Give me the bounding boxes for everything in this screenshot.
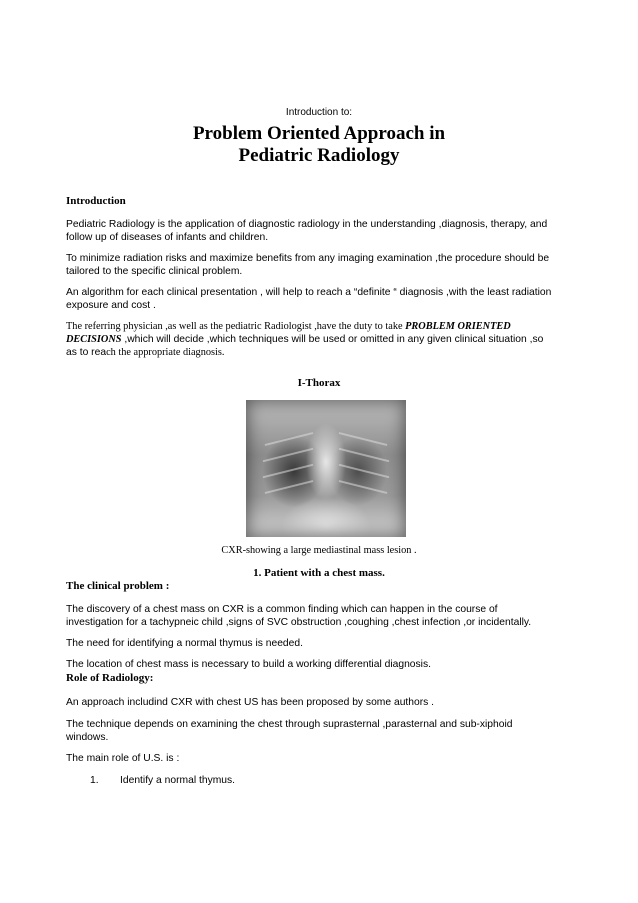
intro-paragraph-3: An algorithm for each clinical presentation , will help to reach a “definite “ diagnosis ,with the least radiation exposure and cost . — [66, 287, 552, 311]
intro-paragraph-4 — [66, 320, 556, 359]
problem-oriented-decisions-emphasis: PROBLEM ORIENTED DECISIONS — [66, 321, 511, 345]
introduction-heading: Introduction — [66, 195, 126, 207]
title-line-1: Problem Oriented Approach in — [192, 123, 446, 144]
intro-paragraph-1: Pediatric Radiology is the application of diagnostic radiology in the understanding ,diagnosis, therapy, and follow up of diseases of infants and children. — [66, 219, 548, 243]
intro-paragraph-2: To minimize radiation risks and maximize benefits from any imaging examination ,the procedure should be tailored to the specific clinical problem. — [66, 253, 550, 277]
role-paragraph-1: An approach includind CXR with chest US has been proposed by some authors . — [66, 697, 435, 708]
intro-p4-text-1: The referring physician ,as well as the pediatric Radiologist ,have the duty to take — [66, 321, 406, 332]
clinical-paragraph-2: The need for identifying a normal thymus is needed. — [66, 638, 303, 649]
page-title — [0, 123, 638, 167]
role-paragraph-3: The main role of U.S. is : — [66, 753, 180, 764]
clinical-problem-heading: The clinical problem : — [66, 580, 170, 592]
patient-chest-mass-subheading: 1. Patient with a chest mass. — [253, 567, 385, 579]
clinical-paragraph-3: The location of chest mass is necessary to build a working differential diagnosis. — [66, 659, 431, 670]
list-item-number: 1. — [90, 775, 99, 786]
list-item-text: Identify a normal thymus. — [120, 775, 236, 786]
chest-xray-image — [246, 400, 406, 537]
clinical-paragraph-1: The discovery of a chest mass on CXR is a common finding which can happen in the course of investigation for a tachypneic child ,signs of SVC obstruction ,coughing ,chest infection ,or incidentally. — [66, 604, 532, 628]
role-paragraph-2: The technique depends on examining the chest through suprasternal ,parasternal and sub-xiphoid windows. — [66, 719, 513, 743]
intro-label: Introduction to: — [285, 107, 353, 118]
intro-p4-text-3: ch the appropriate diagnosis. — [106, 347, 225, 358]
thorax-heading: I-Thorax — [297, 377, 341, 389]
intro-p4-text-2: ,which will decide ,which techniques will be used or omitted in any given clinical situation ,so as to rea — [66, 334, 544, 358]
title-line-2: Pediatric Radiology — [238, 145, 400, 166]
role-of-radiology-heading: Role of Radiology: — [66, 672, 154, 684]
xray-caption: CXR-showing a large mediastinal mass lesion . — [221, 545, 417, 556]
